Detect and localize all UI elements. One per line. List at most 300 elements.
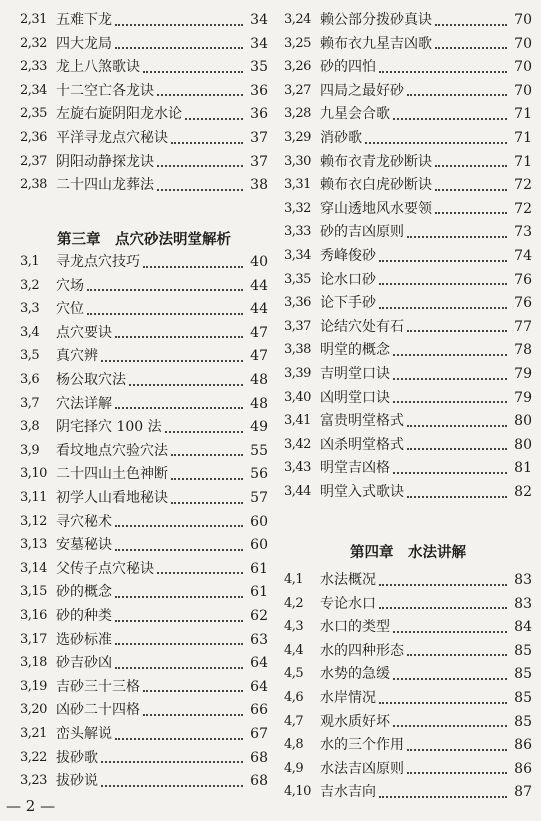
- toc-entry-title: 水的四种形态: [320, 642, 404, 659]
- dot-leader: [115, 619, 243, 622]
- chapter-3-heading: 第三章 点穴砂法明堂解析: [57, 231, 231, 248]
- toc-entry-page: 76: [514, 295, 532, 312]
- toc-entry-page: 82: [514, 484, 532, 500]
- toc-entry-title: 父传子点穴秘诀: [56, 560, 154, 577]
- dot-leader: [379, 606, 507, 609]
- toc-entry: [284, 79, 532, 103]
- toc-entry: [284, 456, 532, 480]
- toc-entry-title: 凶砂二十四格: [56, 702, 140, 719]
- dot-leader: [393, 117, 507, 120]
- dot-leader: [115, 335, 243, 338]
- toc-entry: [284, 615, 532, 639]
- toc-entry-title: 砂的四怕: [320, 59, 376, 76]
- toc-entry-number: 4,6: [284, 690, 304, 705]
- dot-leader: [379, 583, 507, 586]
- toc-entry-page: 61: [250, 560, 268, 577]
- toc-entry: [20, 604, 268, 628]
- toc-entry-number: 3,4: [20, 324, 40, 340]
- toc-entry-number: 4,4: [284, 642, 304, 658]
- toc-entry: [284, 55, 532, 79]
- dot-leader: [115, 642, 243, 645]
- toc-entry-title: 富贵明堂格式: [320, 413, 404, 430]
- dot-leader: [393, 471, 507, 474]
- toc-entry-page: 40: [250, 254, 268, 270]
- toc-entry: [284, 480, 532, 504]
- toc-entry-page: 68: [250, 773, 268, 790]
- toc-entry: [284, 733, 532, 757]
- toc-entry-title: 赖公部分拨砂真诀: [320, 12, 432, 28]
- toc-entry-title: 二十四山龙葬法: [56, 177, 154, 194]
- toc-entry-page: 63: [250, 631, 268, 648]
- dot-leader: [365, 141, 507, 144]
- toc-entry-number: 3,40: [284, 389, 311, 405]
- toc-entry-title: 安墓秘诀: [56, 537, 112, 554]
- toc-entry-page: 67: [250, 726, 268, 742]
- toc-entry-number: 2,31: [20, 12, 47, 27]
- toc-entry-page: 77: [514, 318, 532, 335]
- toc-entry-title: 吉砂三十三格: [56, 678, 140, 695]
- toc-entry-page: 70: [514, 59, 532, 76]
- toc-entry-page: 66: [250, 702, 268, 719]
- toc-entry: [284, 244, 532, 268]
- toc-entry: [284, 173, 532, 197]
- toc-entry-page: 61: [250, 584, 268, 601]
- toc-entry-number: 3,26: [284, 59, 311, 75]
- toc-entry: [20, 722, 268, 746]
- toc-entry: [284, 315, 532, 339]
- toc-entry-number: 4,5: [284, 666, 304, 682]
- toc-entry-number: 2,35: [20, 106, 47, 122]
- toc-entry-number: 2,34: [20, 82, 47, 98]
- toc-entry-page: 86: [514, 760, 532, 777]
- toc-entry-page: 70: [514, 12, 532, 28]
- toc-entry-title: 寻龙点穴技巧: [56, 254, 140, 270]
- toc-entry: [20, 368, 268, 392]
- toc-entry-page: 48: [250, 395, 268, 412]
- toc-entry-title: 拔砂歌: [56, 749, 98, 766]
- dot-leader: [157, 188, 243, 191]
- toc-entry-title: 水口的类型: [320, 619, 390, 636]
- dot-leader: [115, 737, 243, 740]
- toc-entry: [284, 150, 532, 174]
- toc-entry-page: 83: [514, 595, 532, 612]
- toc-entry-number: 3,7: [20, 395, 40, 411]
- toc-entry-title: 水法概况: [320, 572, 376, 588]
- toc-entry-title: 初学人山看地秘诀: [56, 490, 168, 506]
- toc-entry-title: 明堂吉凶格: [320, 460, 390, 477]
- toc-entry: [20, 55, 268, 79]
- toc-entry: [284, 126, 532, 150]
- toc-entry-page: 84: [514, 619, 532, 636]
- dot-leader: [115, 524, 243, 527]
- toc-entry-title: 秀峰俊砂: [320, 248, 376, 264]
- toc-entry-page: 47: [250, 348, 268, 365]
- toc-entry-number: 3,16: [20, 608, 47, 623]
- toc-entry-number: 3,2: [20, 277, 40, 293]
- dot-leader: [171, 477, 243, 480]
- dot-leader: [435, 164, 507, 167]
- toc-entry-number: 3,36: [284, 295, 311, 311]
- toc-entry-page: 83: [514, 572, 532, 588]
- toc-entry-title: 九星会合歌: [320, 106, 390, 123]
- toc-entry: [284, 568, 532, 592]
- dot-leader: [435, 211, 507, 214]
- dot-leader: [101, 784, 243, 787]
- toc-entry-title: 阴阳动静探龙诀: [56, 153, 154, 170]
- toc-entry-page: 76: [514, 271, 532, 288]
- toc-entry-title: 吉水吉向: [320, 784, 376, 801]
- toc-entry-title: 穴法详解: [56, 395, 112, 412]
- toc-entry-page: 80: [514, 436, 532, 453]
- toc-entry: [20, 32, 268, 56]
- toc-entry-title: 砂的吉凶原则: [320, 224, 404, 241]
- toc-entry-number: 4,1: [284, 572, 304, 587]
- toc-entry-page: 60: [250, 537, 268, 554]
- toc-entry-title: 穴位: [56, 301, 84, 318]
- toc-entry-page: 81: [514, 460, 532, 477]
- dot-leader: [143, 689, 243, 692]
- toc-entry-page: 78: [514, 342, 532, 359]
- toc-entry: [284, 291, 532, 315]
- toc-entry-page: 68: [250, 749, 268, 766]
- dot-leader: [157, 571, 243, 574]
- dot-leader: [115, 666, 243, 669]
- toc-entry-number: 3,10: [20, 466, 47, 482]
- toc-entry-title: 论下手砂: [320, 295, 376, 312]
- toc-entry-page: 79: [514, 389, 532, 406]
- toc-entry-number: 3,32: [284, 200, 311, 216]
- toc-entry-number: 2,37: [20, 153, 47, 169]
- toc-entry-title: 选砂标准: [56, 631, 112, 648]
- dot-leader: [115, 46, 243, 49]
- dot-leader: [379, 282, 507, 285]
- toc-entry: [284, 686, 532, 710]
- toc-entry-number: 4,3: [284, 619, 304, 635]
- chapter-4-heading: 第四章 水法讲解: [350, 544, 466, 561]
- toc-entry-number: 3,39: [284, 366, 311, 381]
- toc-entry: [20, 173, 268, 197]
- toc-entry-number: 3,18: [20, 655, 47, 671]
- toc-entry-page: 60: [250, 513, 268, 530]
- dot-leader: [407, 424, 507, 427]
- dot-leader: [393, 677, 507, 680]
- dot-leader: [171, 453, 243, 456]
- toc-entry-title: 专论水口: [320, 595, 376, 612]
- toc-entry: [20, 274, 268, 298]
- toc-entry-page: 64: [250, 678, 268, 695]
- toc-entry-page: 36: [250, 106, 268, 123]
- toc-entry-title: 四局之最好砂: [320, 82, 404, 99]
- toc-entry-number: 4,10: [284, 784, 311, 800]
- toc-entry: [20, 486, 268, 510]
- toc-entry-title: 左旋右旋阴阳龙水论: [56, 106, 182, 123]
- toc-entry-number: 4,2: [284, 595, 304, 611]
- toc-entry: [284, 592, 532, 616]
- toc-entry-number: 3,31: [284, 177, 311, 193]
- toc-entry-title: 水法吉凶原则: [320, 760, 404, 777]
- dot-leader: [143, 265, 243, 268]
- toc-entry-page: 57: [250, 490, 268, 506]
- toc-entry-number: 3,41: [284, 413, 311, 429]
- toc-entry: [20, 651, 268, 675]
- toc-entry: [284, 8, 532, 32]
- toc-entry: [20, 102, 268, 126]
- dot-leader: [407, 653, 507, 656]
- toc-entry: [284, 710, 532, 734]
- dot-leader: [393, 377, 507, 380]
- toc-entry-page: 85: [514, 713, 532, 730]
- toc-entry-page: 85: [514, 666, 532, 683]
- toc-entry: [284, 362, 532, 386]
- toc-entry-title: 赖布衣九星吉凶歌: [320, 35, 432, 52]
- toc-entry-title: 龙上八煞歌诀: [56, 59, 140, 76]
- toc-entry-title: 五难下龙: [56, 12, 112, 28]
- toc-entry: [284, 220, 532, 244]
- dot-leader: [87, 312, 243, 315]
- dot-leader: [379, 70, 507, 73]
- toc-entry: [20, 344, 268, 368]
- toc-entry: [20, 321, 268, 345]
- toc-entry-title: 论水口砂: [320, 271, 376, 288]
- toc-entry-page: 64: [250, 655, 268, 672]
- toc-entry-number: 3,30: [284, 153, 311, 169]
- toc-entry-number: 3,14: [20, 560, 47, 576]
- toc-entry: [20, 297, 268, 321]
- toc-entry: [284, 662, 532, 686]
- toc-entry-title: 二十四山土色神断: [56, 466, 168, 483]
- dot-leader: [379, 795, 507, 798]
- toc-entry-number: 3,15: [20, 584, 47, 600]
- toc-entry-title: 观水质好坏: [320, 713, 390, 730]
- toc-entry-number: 3,17: [20, 631, 47, 647]
- toc-entry-title: 赖布衣白虎砂断诀: [320, 177, 432, 194]
- toc-entry: [20, 769, 268, 793]
- toc-entry-number: 3,8: [20, 419, 40, 435]
- toc-entry-page: 47: [250, 324, 268, 341]
- toc-entry: [20, 698, 268, 722]
- toc-entry-number: 3,35: [284, 271, 311, 287]
- toc-entry-title: 消砂歌: [320, 130, 362, 146]
- toc-entry-title: 凶杀明堂格式: [320, 436, 404, 453]
- toc-entry-number: 3,9: [20, 442, 40, 458]
- dot-leader: [379, 306, 507, 309]
- toc-entry-title: 穴场: [56, 277, 84, 294]
- toc-entry: [20, 746, 268, 770]
- toc-entry-number: 3,5: [20, 348, 40, 364]
- toc-entry: [284, 102, 532, 126]
- toc-entry-number: 4,8: [284, 737, 304, 753]
- toc-entry: [20, 8, 268, 32]
- dot-leader: [157, 93, 243, 96]
- toc-entry: [284, 757, 532, 781]
- toc-entry-title: 砂吉砂凶: [56, 655, 112, 672]
- toc-entry-page: 71: [514, 130, 532, 146]
- dot-leader: [393, 353, 507, 356]
- toc-entry-title: 赖布衣青龙砂断诀: [320, 153, 432, 170]
- dot-leader: [143, 70, 243, 73]
- toc-entry: [20, 439, 268, 463]
- dot-leader: [115, 548, 243, 551]
- toc-entry-title: 穿山透地风水要领: [320, 200, 432, 217]
- dot-leader: [129, 383, 243, 386]
- toc-entry-page: 71: [514, 106, 532, 123]
- toc-entry-page: 87: [514, 784, 532, 801]
- toc-entry: [284, 197, 532, 221]
- toc-entry-title: 吉明堂口诀: [320, 366, 390, 382]
- toc-entry: [20, 392, 268, 416]
- toc-entry-page: 44: [250, 301, 268, 318]
- toc-entry-title: 砂的种类: [56, 608, 112, 624]
- toc-entry-page: 49: [250, 419, 268, 436]
- toc-entry-page: 62: [250, 608, 268, 624]
- dot-leader: [393, 630, 507, 633]
- toc-entry-number: 3,11: [20, 490, 47, 505]
- toc-entry-number: 3,13: [20, 537, 47, 553]
- toc-entry-page: 80: [514, 413, 532, 430]
- toc-entry-number: 3,24: [284, 12, 311, 27]
- dot-leader: [379, 701, 507, 704]
- toc-entry: [284, 433, 532, 457]
- toc-entry: [20, 79, 268, 103]
- dot-leader: [435, 188, 507, 191]
- toc-entry-title: 杨公取穴法: [56, 372, 126, 388]
- toc-entry-title: 水势的急缓: [320, 666, 390, 683]
- toc-entry-number: 3,19: [20, 678, 47, 694]
- toc-entry-page: 56: [250, 466, 268, 483]
- dot-leader: [407, 748, 507, 751]
- toc-entry-page: 34: [250, 35, 268, 52]
- toc-entry: [284, 268, 532, 292]
- toc-entry-number: 3,43: [284, 460, 311, 476]
- toc-entry-page: 37: [250, 130, 268, 146]
- toc-entry: [284, 780, 532, 804]
- toc-entry-page: 85: [514, 642, 532, 659]
- toc-entry-page: 37: [250, 153, 268, 170]
- toc-entry-number: 3,22: [20, 749, 47, 765]
- toc-entry-title: 砂的概念: [56, 584, 112, 601]
- toc-entry-page: 70: [514, 35, 532, 52]
- toc-entry-page: 44: [250, 277, 268, 294]
- page-number: — 2 —: [6, 797, 56, 815]
- toc-entry-title: 四大龙局: [56, 35, 112, 52]
- toc-entry-page: 85: [514, 690, 532, 706]
- dot-leader: [115, 595, 243, 598]
- toc-entry-title: 峦头解说: [56, 726, 112, 742]
- toc-entry-title: 十二空亡各龙诀: [56, 82, 154, 99]
- toc-entry-page: 71: [514, 153, 532, 170]
- dot-leader: [185, 117, 243, 120]
- toc-entry-number: 3,12: [20, 513, 47, 529]
- dot-leader: [407, 447, 507, 450]
- toc-entry-number: 3,21: [20, 726, 47, 741]
- toc-entry-title: 明堂入式歌诀: [320, 484, 404, 500]
- toc-entry: [20, 510, 268, 534]
- toc-entry-title: 拔砂说: [56, 773, 98, 790]
- toc-entry-title: 水的三个作用: [320, 737, 404, 754]
- toc-entry-number: 4,9: [284, 760, 304, 776]
- toc-entry-page: 86: [514, 737, 532, 754]
- toc-entry-page: 34: [250, 12, 268, 28]
- toc-entry-number: 2,33: [20, 59, 47, 75]
- toc-entry-page: 35: [250, 59, 268, 76]
- toc-entry-number: 3,27: [284, 82, 311, 98]
- dot-leader: [407, 771, 507, 774]
- toc-entry-title: 点穴要诀: [56, 324, 112, 341]
- toc-entry-title: 平洋寻龙点穴秘诀: [56, 130, 168, 146]
- dot-leader: [101, 760, 243, 763]
- dot-leader: [393, 724, 507, 727]
- toc-entry-number: 3,25: [284, 35, 311, 51]
- dot-leader: [407, 495, 507, 498]
- dot-leader: [171, 501, 243, 504]
- toc-entry: [20, 415, 268, 439]
- toc-entry-page: 55: [250, 442, 268, 459]
- toc-entry-number: 3,37: [284, 318, 311, 334]
- toc-entry: [20, 557, 268, 581]
- toc-entry-page: 48: [250, 372, 268, 388]
- toc-entry: [20, 675, 268, 699]
- toc-entry-number: 2,36: [20, 130, 47, 145]
- dot-leader: [157, 164, 243, 167]
- toc-entry: [20, 250, 268, 274]
- dot-leader: [101, 359, 243, 362]
- dot-leader: [435, 23, 507, 26]
- toc-entry: [20, 150, 268, 174]
- dot-leader: [407, 329, 507, 332]
- toc-entry-number: 4,7: [284, 713, 304, 729]
- toc-entry-number: 3,6: [20, 372, 40, 387]
- toc-entry: [284, 409, 532, 433]
- dot-leader: [407, 93, 507, 96]
- toc-entry-page: 74: [514, 248, 532, 264]
- toc-entry-number: 3,23: [20, 773, 47, 789]
- toc-entry-title: 寻穴秘术: [56, 513, 112, 530]
- toc-entry-number: 3,29: [284, 130, 311, 145]
- dot-leader: [407, 235, 507, 238]
- dot-leader: [435, 46, 507, 49]
- toc-entry-number: 3,28: [284, 106, 311, 122]
- dot-leader: [87, 288, 243, 291]
- toc-entry: [284, 32, 532, 56]
- toc-entry-number: 3,34: [284, 248, 311, 263]
- toc-entry-title: 论结穴处有石: [320, 318, 404, 335]
- dot-leader: [379, 259, 507, 262]
- toc-entry-title: 水岸情况: [320, 690, 376, 706]
- dot-leader: [393, 400, 507, 403]
- dot-leader: [171, 141, 243, 144]
- toc-entry-number: 3,33: [284, 224, 311, 240]
- toc-entry-number: 3,3: [20, 301, 40, 317]
- toc-entry: [20, 580, 268, 604]
- toc-entry: [20, 462, 268, 486]
- dot-leader: [143, 713, 243, 716]
- toc-entry-title: 凶明堂口诀: [320, 389, 390, 406]
- toc-entry-number: 3,42: [284, 436, 311, 452]
- toc-entry-number: 3,1: [20, 254, 40, 269]
- toc-entry: [284, 338, 532, 362]
- dot-leader: [115, 23, 243, 26]
- toc-entry-page: 38: [250, 177, 268, 194]
- toc-entry-number: 3,44: [284, 484, 311, 499]
- toc-entry-page: 72: [514, 177, 532, 194]
- toc-entry-page: 72: [514, 200, 532, 217]
- toc-entry-title: 真穴辨: [56, 348, 98, 365]
- toc-entry-number: 2,38: [20, 177, 47, 193]
- toc-entry: [284, 386, 532, 410]
- toc-entry-page: 73: [514, 224, 532, 241]
- toc-entry-number: 3,38: [284, 342, 311, 358]
- toc-entry-page: 70: [514, 82, 532, 99]
